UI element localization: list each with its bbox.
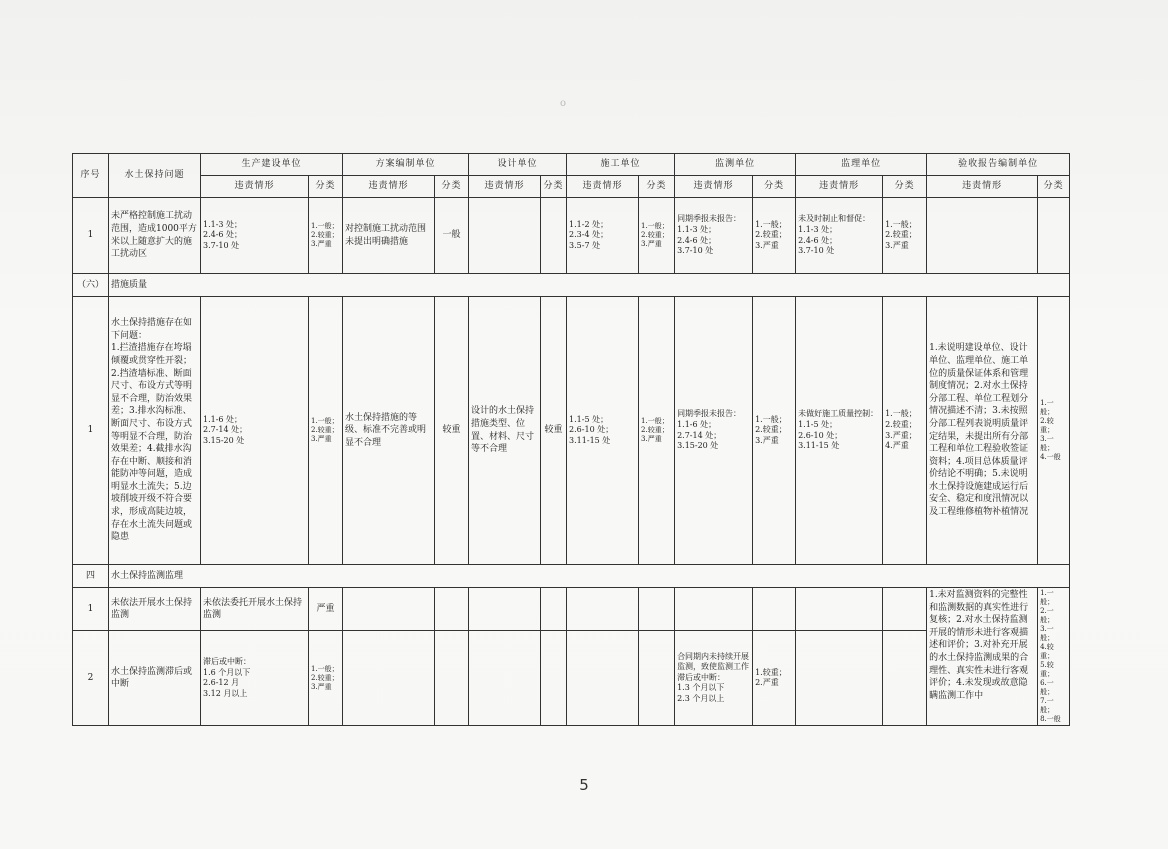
header-design-unit: 设计单位 — [469, 154, 567, 176]
header-supervision-unit: 监理单位 — [796, 154, 927, 176]
situation-cell: 对控制施工扰动范围未提出明确措施 — [343, 198, 435, 274]
issue-cell: 未依法开展水土保持监测 — [109, 588, 201, 631]
situation-cell: 未及时制止和督促： 1.1-3 处； 2.4-6 处； 3.7-10 处 — [796, 198, 883, 274]
header-plan-unit: 方案编制单位 — [343, 154, 469, 176]
header-acceptance-unit: 验收报告编制单位 — [927, 154, 1070, 176]
situation-cell: 未做好施工质量控制： 1.1-5 处； 2.6-10 处； 3.11-15 处 — [796, 297, 883, 565]
category-cell: 1.一般； 2.较重； 3.严重 — [883, 198, 927, 274]
category-cell: 1.一般； 2.较重； 3.一般； 4.一般 — [1038, 297, 1070, 565]
situation-cell: 1.1-6 处； 2.7-14 处； 3.15-20 处 — [201, 297, 309, 565]
issue-cell: 水土保持监测滞后或中断 — [109, 631, 201, 726]
empty-cell — [343, 588, 435, 631]
category-cell: 较重 — [541, 297, 567, 565]
situation-cell: 同期季报未报告： 1.1-3 处； 2.4-6 处； 3.7-10 处 — [675, 198, 753, 274]
situation-cell: 合同期内未持续开展监测，致使监测工作滞后或中断： 1.3 个月以下 2.3 个月以上 — [675, 631, 753, 726]
category-cell: 1.一般； 2.一般； 3.一般； 4.较重； 5.较重； 6.一般； 7.一般； 8.一般 — [1038, 588, 1070, 726]
category-cell: 1.一般； 2.较重； 3.严重； 4.严重 — [883, 297, 927, 565]
category-cell: 1.较重； 2.严重 — [753, 631, 796, 726]
subheader-category: 分类 — [883, 176, 927, 198]
situation-cell: 1.未说明建设单位、设计单位、监理单位、施工单位的质量保证体系和管理制度情况；2.对水土保持分部工程、单位工程划分情况描述不清；3.未按照分部工程列表说明质量评定结果，未提出所有分部工程和单位工程验收签证资料；4.项目总体质量评价结论不明确；5.未说明水土保持设施建成运行后安全、稳定和度汛情况以及工程维修植物补植情况 — [927, 297, 1038, 565]
empty-cell — [567, 631, 639, 726]
subheader-category: 分类 — [435, 176, 469, 198]
subheader-category: 分类 — [1038, 176, 1070, 198]
page-number: 5 — [579, 776, 589, 794]
category-cell: 1.一般； 2.较重； 3.严重 — [639, 198, 675, 274]
subheader-situation: 违责情形 — [675, 176, 753, 198]
row-number: 1 — [73, 297, 109, 565]
section-number: （六） — [73, 274, 109, 297]
empty-cell — [567, 588, 639, 631]
situation-cell: 1.1-5 处； 2.6-10 处； 3.11-15 处 — [567, 297, 639, 565]
empty-cell — [435, 631, 469, 726]
empty-cell — [639, 588, 675, 631]
empty-cell — [469, 631, 541, 726]
section-row — [73, 565, 1070, 588]
category-cell: 1.一般； 2.较重； 3.严重 — [309, 631, 343, 726]
empty-cell — [753, 588, 796, 631]
situation-cell: 设计的水土保持措施类型、位置、材料、尺寸等不合理 — [469, 297, 541, 565]
category-cell: 1.一般； 2.较重； 3.严重 — [309, 198, 343, 274]
category-cell: 严重 — [309, 588, 343, 631]
empty-cell — [883, 588, 927, 631]
situation-cell: 1.1-3 处； 2.4-6 处； 3.7-10 处 — [201, 198, 309, 274]
empty-cell — [435, 588, 469, 631]
situation-cell: 1.未对监测资料的完整性和监测数据的真实性进行复核；2.对水土保持监测开展的情形未进行客观描述和评价；3.对补充开展的水土保持监测成果的合理性、真实性未进行客观评价；4.未发现或故意隐瞒监测工作中 — [927, 588, 1038, 726]
empty-cell — [883, 631, 927, 726]
row-number: 1 — [73, 588, 109, 631]
empty-cell — [541, 631, 567, 726]
row-number: 1 — [73, 198, 109, 274]
empty-cell — [639, 631, 675, 726]
situation-cell: 滞后或中断： 1.6 个月以下 2.6-12 月 3.12 月以上 — [201, 631, 309, 726]
header-issue: 水土保持问题 — [109, 154, 201, 198]
subheader-situation: 违责情形 — [201, 176, 309, 198]
subheader-category: 分类 — [541, 176, 567, 198]
empty-cell — [796, 631, 883, 726]
subheader-situation: 违责情形 — [567, 176, 639, 198]
header-construction-unit: 施工单位 — [567, 154, 675, 176]
empty-cell — [675, 588, 753, 631]
scan-artifact-mark: o — [560, 98, 567, 109]
situation-cell: 水土保持措施的等级、标准不完善或明显不合理 — [343, 297, 435, 565]
table-row — [73, 297, 1070, 565]
category-cell: 一般 — [435, 198, 469, 274]
liability-table — [72, 153, 1070, 726]
empty-cell — [469, 588, 541, 631]
situation-cell: 未依法委托开展水土保持监测 — [201, 588, 309, 631]
subheader-situation: 违责情形 — [469, 176, 541, 198]
category-cell: 1.一般； 2.较重； 3.严重 — [753, 198, 796, 274]
empty-cell — [796, 588, 883, 631]
category-cell: 1.一般； 2.较重； 3.严重 — [309, 297, 343, 565]
header-no: 序号 — [73, 154, 109, 198]
issue-cell: 未严格控制施工扰动范围，造成1000平方米以上随意扩大的施工扰动区 — [109, 198, 201, 274]
table-row — [73, 588, 1070, 631]
table-row — [73, 631, 1070, 726]
subheader-situation: 违责情形 — [927, 176, 1038, 198]
subheader-category: 分类 — [639, 176, 675, 198]
header-monitoring-unit: 监测单位 — [675, 154, 796, 176]
issue-cell: 水土保持措施存在如下问题： 1.拦渣措施存在垮塌倾覆或贯穿性开裂；2.挡渣墙标准、断面尺寸、布设方式等明显不合理，防治效果差；3.排水沟标准、断面尺寸、布设方式等明显不合理，防治效果差；4.截排水沟存在中断、顺接和消能防冲等问题，造成明显水土流失；5.边坡削坡开级不符合要求，形成高陡边坡，存在水土流失问题或隐患 — [109, 297, 201, 565]
category-cell: 较重 — [435, 297, 469, 565]
row-number: 2 — [73, 631, 109, 726]
empty-cell — [1038, 198, 1070, 274]
section-number: 四 — [73, 565, 109, 588]
empty-cell — [469, 198, 541, 274]
header-production-unit: 生产建设单位 — [201, 154, 343, 176]
situation-cell: 同期季报未报告： 1.1-6 处； 2.7-14 处； 3.15-20 处 — [675, 297, 753, 565]
empty-cell — [541, 198, 567, 274]
subheader-situation: 违责情形 — [796, 176, 883, 198]
empty-cell — [541, 588, 567, 631]
empty-cell — [927, 198, 1038, 274]
subheader-situation: 违责情形 — [343, 176, 435, 198]
category-cell: 1.一般； 2.较重； 3.严重 — [753, 297, 796, 565]
section-title: 措施质量 — [109, 274, 1070, 297]
situation-cell: 1.1-2 处； 2.3-4 处； 3.5-7 处 — [567, 198, 639, 274]
section-row — [73, 274, 1070, 297]
table-row — [73, 198, 1070, 274]
subheader-category: 分类 — [753, 176, 796, 198]
empty-cell — [343, 631, 435, 726]
category-cell: 1.一般； 2.较重； 3.严重 — [639, 297, 675, 565]
subheader-category: 分类 — [309, 176, 343, 198]
section-title: 水土保持监测监理 — [109, 565, 1070, 588]
